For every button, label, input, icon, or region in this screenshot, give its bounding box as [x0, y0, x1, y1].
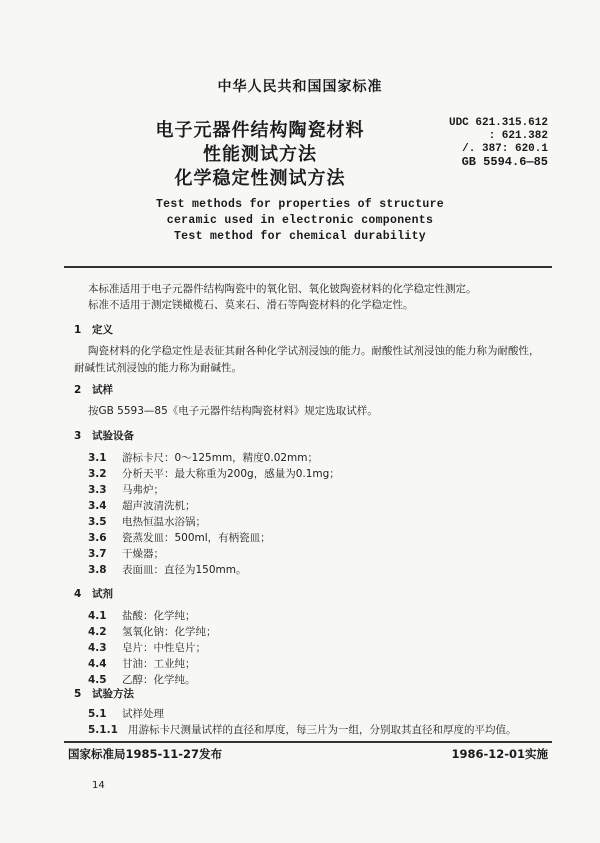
national-standard-heading: 中华人民共和国国家标准 [217, 79, 383, 95]
intro-line-1: 本标准适用于电子元器件结构陶瓷中的氧化铝、氧化铍陶瓷材料的化学稳定性测定。 [88, 283, 477, 295]
item-number: 3.2 [88, 468, 107, 480]
section-5-heading [74, 686, 134, 701]
section-2-text: 按GB 5593—85《电子元器件结构陶瓷材料》规定选取试样。 [88, 405, 378, 417]
item-text: 干燥器； [122, 548, 164, 560]
item-text: 超声波清洗机； [122, 500, 196, 512]
item-number: 4.5 [88, 674, 107, 686]
equipment-item [88, 498, 196, 513]
page-number: 14 [92, 780, 105, 791]
item-number: 3.1 [88, 452, 107, 464]
section-number: 2 [74, 384, 82, 396]
item-text: 电热恒温水浴锅； [122, 516, 206, 528]
standard-codes [449, 117, 548, 169]
item-number: 4.1 [88, 610, 107, 622]
title-en-line-1: Test methods for properties of structure [155, 198, 445, 211]
equipment-item [88, 546, 164, 561]
section-3-heading [74, 428, 134, 443]
item-text: 皂片：中性皂片； [122, 642, 206, 654]
item-text: 用游标卡尺测量试样的直径和厚度，每三片为一组，分别取其直径和厚度的平均值。 [128, 724, 517, 736]
gb-code: GB 5594.6—85 [461, 155, 548, 169]
item-text: 乙醇：化学纯。 [122, 674, 196, 686]
title-cn-line-3: 化学稳定性测试方法 [174, 168, 346, 189]
item-number: 4.3 [88, 642, 107, 654]
item-text: 马弗炉； [122, 484, 164, 496]
section-1-heading [74, 322, 113, 337]
item-number: 3.7 [88, 548, 107, 560]
method-item [88, 706, 164, 721]
equipment-item [88, 514, 206, 529]
section-2-heading [74, 382, 113, 397]
effective-date: 1986-12-01实施 [451, 747, 548, 761]
equipment-item [88, 482, 164, 497]
section-title: 定义 [92, 324, 113, 336]
title-en-line-3: Test method for chemical durability [173, 230, 427, 243]
equipment-item [88, 530, 271, 545]
section-title: 试验设备 [92, 430, 134, 442]
item-number: 4.4 [88, 658, 107, 670]
item-number: 3.6 [88, 532, 107, 544]
section-title: 试样 [92, 384, 113, 396]
reagent-item [88, 656, 196, 671]
item-text: 分析天平：最大称重为200g，感量为0.1mg； [122, 468, 340, 480]
item-number: 5.1.1 [88, 724, 118, 736]
item-text: 甘油：工业纯； [122, 658, 196, 670]
udc-code-2: : 621.382 [488, 130, 548, 142]
section-number: 4 [74, 588, 82, 600]
udc-code: UDC 621.315.612 [448, 117, 548, 129]
title-cn-line-2: 性能测试方法 [203, 144, 317, 165]
reagent-item [88, 608, 196, 623]
footer-divider [64, 741, 552, 743]
item-text: 瓷蒸发皿：500ml，有柄瓷皿； [122, 532, 271, 544]
item-number: 3.8 [88, 564, 107, 576]
item-number: 3.4 [88, 500, 107, 512]
item-number: 3.5 [88, 516, 107, 528]
item-text: 盐酸：化学纯； [122, 610, 196, 622]
reagent-item [88, 624, 217, 639]
section-4-heading [74, 586, 113, 601]
section-title: 试剂 [92, 588, 113, 600]
issue-date: 国家标准局1985-11-27发布 [68, 747, 223, 761]
title-cn-line-1: 电子元器件结构陶瓷材料 [155, 120, 365, 141]
reagent-item [88, 672, 196, 687]
section-number: 1 [74, 324, 82, 336]
item-text: 试样处理 [122, 708, 164, 720]
item-text: 游标卡尺：0～125mm，精度0.02mm； [122, 452, 319, 464]
item-number: 4.2 [88, 626, 107, 638]
intro-line-2: 标准不适用于测定镁橄榄石、莫来石、滑石等陶瓷材料的化学稳定性。 [88, 299, 414, 311]
item-text: 氢氧化钠：化学纯； [122, 626, 217, 638]
item-number: 3.3 [88, 484, 107, 496]
equipment-item [88, 562, 247, 577]
equipment-item [88, 450, 318, 465]
section-number: 5 [74, 688, 82, 700]
header-divider [64, 266, 552, 268]
item-text: 表面皿：直径为150mm。 [122, 564, 247, 576]
section-title: 试验方法 [92, 688, 134, 700]
method-subitem [88, 722, 517, 737]
section-number: 3 [74, 430, 82, 442]
section-1-text: 陶瓷材料的化学稳定性是表征其耐各种化学试剂浸蚀的能力。耐酸性试剂浸蚀的能力称为耐酸性，耐碱性试剂浸蚀的能力称为耐碱性。 [74, 345, 540, 374]
reagent-item [88, 640, 206, 655]
udc-code-3: /. 387: 620.1 [462, 143, 548, 155]
equipment-item [88, 466, 340, 481]
title-en-line-2: ceramic used in electronic components [166, 214, 434, 227]
item-number: 5.1 [88, 708, 107, 720]
